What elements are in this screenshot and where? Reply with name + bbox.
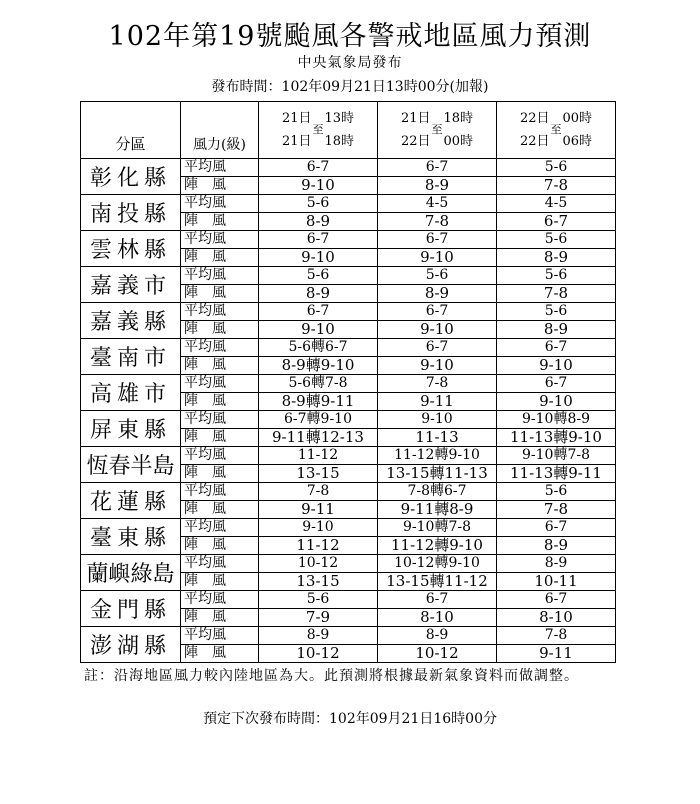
issuer-text: 中央氣象局發布 [297, 55, 403, 71]
table-row-avg [81, 231, 616, 249]
gust-value: 8-9轉9-11 [259, 393, 378, 411]
area-name: 金門縣 [81, 591, 181, 627]
area-name: 嘉義縣 [81, 303, 181, 339]
gust-value: 7-8 [378, 213, 497, 231]
area-name: 澎湖縣 [81, 627, 181, 663]
gust-value: 9-10 [497, 357, 616, 375]
avg-wind-value: 5-6 [497, 303, 616, 321]
period-header-2: 21日 18時 至 22日 00時 [378, 102, 497, 159]
avg-wind-value: 9-10轉8-9 [497, 411, 616, 429]
avg-wind-value: 6-7 [259, 159, 378, 177]
gust-value: 8-9 [259, 213, 378, 231]
avg-wind-value: 4-5 [378, 195, 497, 213]
gust-label: 陣 風 [181, 645, 259, 663]
avg-wind-value: 9-10轉7-8 [497, 447, 616, 465]
avg-wind-value: 5-6 [497, 231, 616, 249]
avg-wind-value: 8-9 [497, 555, 616, 573]
page-title: 102年第19號颱風各警戒地區風力預測 [108, 21, 592, 52]
area-name: 高雄市 [81, 375, 181, 411]
wind-forecast-table [80, 101, 616, 663]
avg-wind-value: 5-6 [497, 159, 616, 177]
avg-wind-value: 9-10 [378, 411, 497, 429]
gust-value: 10-12 [259, 645, 378, 663]
avg-wind-label: 平均風 [181, 519, 259, 537]
avg-wind-label: 平均風 [181, 195, 259, 213]
area-name: 彰化縣 [81, 159, 181, 195]
gust-value: 7-9 [259, 609, 378, 627]
gust-label: 陣 風 [181, 609, 259, 627]
avg-wind-value: 5-6 [259, 195, 378, 213]
gust-value: 9-11轉8-9 [378, 501, 497, 519]
gust-value: 9-10 [259, 249, 378, 267]
table-row-avg [81, 555, 616, 573]
gust-value: 8-9 [497, 249, 616, 267]
avg-wind-value: 5-6 [497, 267, 616, 285]
gust-label: 陣 風 [181, 285, 259, 303]
gust-label: 陣 風 [181, 213, 259, 231]
area-name: 花蓮縣 [81, 483, 181, 519]
gust-value: 10-11 [497, 573, 616, 591]
table-row-avg [81, 411, 616, 429]
gust-value: 8-9 [497, 321, 616, 339]
table-header-row [81, 102, 616, 159]
gust-value: 9-10 [378, 249, 497, 267]
issue-time-text: 發布時間：102年09月21日13時00分(加報) [211, 79, 489, 95]
area-name: 南投縣 [81, 195, 181, 231]
table-row-avg [81, 375, 616, 393]
footnote: 註：沿海地區風力較內陸地區為大。此預測將根據最新氣象資料而做調整。 [84, 668, 579, 684]
area-name: 嘉義市 [81, 267, 181, 303]
gust-value: 11-12 [259, 537, 378, 555]
avg-wind-value: 7-8 [378, 375, 497, 393]
gust-label: 陣 風 [181, 429, 259, 447]
gust-value: 9-10 [378, 321, 497, 339]
avg-wind-value: 6-7 [497, 519, 616, 537]
gust-label: 陣 風 [181, 537, 259, 555]
table-row-avg [81, 627, 616, 645]
gust-value: 8-10 [378, 609, 497, 627]
gust-value: 7-8 [497, 177, 616, 195]
avg-wind-label: 平均風 [181, 303, 259, 321]
avg-wind-value: 6-7 [497, 375, 616, 393]
avg-wind-label: 平均風 [181, 447, 259, 465]
table-row-avg [81, 483, 616, 501]
area-name: 臺東縣 [81, 519, 181, 555]
gust-value: 11-13轉9-11 [497, 465, 616, 483]
gust-value: 11-13轉9-10 [497, 429, 616, 447]
gust-value: 9-11轉12-13 [259, 429, 378, 447]
avg-wind-value: 6-7 [378, 303, 497, 321]
avg-wind-value: 8-9 [259, 627, 378, 645]
gust-value: 9-11 [378, 393, 497, 411]
table-row-avg [81, 339, 616, 357]
avg-wind-value: 5-6轉6-7 [259, 339, 378, 357]
gust-value: 6-7 [497, 213, 616, 231]
gust-label: 陣 風 [181, 573, 259, 591]
next-issue-time: 預定下次發布時間：102年09月21日16時00分 [203, 711, 497, 727]
gust-value: 9-10 [378, 357, 497, 375]
gust-value: 13-15 [259, 465, 378, 483]
avg-wind-label: 平均風 [181, 591, 259, 609]
avg-wind-value: 8-9 [378, 627, 497, 645]
avg-wind-label: 平均風 [181, 411, 259, 429]
gust-label: 陣 風 [181, 501, 259, 519]
avg-wind-label: 平均風 [181, 339, 259, 357]
avg-wind-value: 4-5 [497, 195, 616, 213]
avg-wind-value: 6-7 [378, 231, 497, 249]
gust-value: 8-9轉9-10 [259, 357, 378, 375]
avg-wind-value: 5-6 [378, 267, 497, 285]
avg-wind-value: 6-7 [378, 339, 497, 357]
avg-wind-label: 平均風 [181, 267, 259, 285]
avg-wind-value: 6-7 [497, 339, 616, 357]
area-name: 屏東縣 [81, 411, 181, 447]
avg-wind-label: 平均風 [181, 483, 259, 501]
avg-wind-value: 5-6轉7-8 [259, 375, 378, 393]
gust-value: 8-9 [378, 177, 497, 195]
gust-value: 13-15轉11-13 [378, 465, 497, 483]
gust-value: 9-10 [259, 177, 378, 195]
area-name: 臺南市 [81, 339, 181, 375]
area-name: 雲林縣 [81, 231, 181, 267]
avg-wind-label: 平均風 [181, 375, 259, 393]
avg-wind-value: 7-8 [259, 483, 378, 501]
avg-wind-value: 6-7轉9-10 [259, 411, 378, 429]
gust-value: 9-10 [259, 321, 378, 339]
area-column-header: 分區 [81, 102, 181, 159]
avg-wind-value: 11-12 [259, 447, 378, 465]
table-row-avg [81, 267, 616, 285]
gust-value: 8-9 [497, 537, 616, 555]
avg-wind-value: 5-6 [497, 483, 616, 501]
avg-wind-value: 9-10轉7-8 [378, 519, 497, 537]
gust-label: 陣 風 [181, 321, 259, 339]
avg-wind-value: 9-10 [259, 519, 378, 537]
avg-wind-label: 平均風 [181, 231, 259, 249]
avg-wind-value: 5-6 [259, 267, 378, 285]
table-row-avg [81, 591, 616, 609]
area-name: 恆春半島 [81, 447, 181, 483]
avg-wind-value: 6-7 [378, 159, 497, 177]
gust-value: 10-12 [378, 645, 497, 663]
avg-wind-value: 10-12 [259, 555, 378, 573]
gust-value: 8-9 [378, 285, 497, 303]
avg-wind-value: 7-8 [497, 627, 616, 645]
gust-value: 8-10 [497, 609, 616, 627]
avg-wind-value: 11-12轉9-10 [378, 447, 497, 465]
table-row-avg [81, 195, 616, 213]
avg-wind-value: 5-6 [259, 591, 378, 609]
gust-value: 9-11 [497, 645, 616, 663]
avg-wind-value: 6-7 [259, 231, 378, 249]
area-name: 蘭嶼綠島 [81, 555, 181, 591]
avg-wind-value: 7-8轉6-7 [378, 483, 497, 501]
avg-wind-value: 6-7 [497, 591, 616, 609]
gust-value: 7-8 [497, 501, 616, 519]
gust-value: 11-13 [378, 429, 497, 447]
table-row-avg [81, 447, 616, 465]
avg-wind-label: 平均風 [181, 555, 259, 573]
gust-label: 陣 風 [181, 249, 259, 267]
gust-value: 9-11 [259, 501, 378, 519]
avg-wind-value: 6-7 [378, 591, 497, 609]
gust-label: 陣 風 [181, 177, 259, 195]
period-header-3: 22日 00時 至 22日 06時 [497, 102, 616, 159]
gust-label: 陣 風 [181, 465, 259, 483]
table-row-avg [81, 159, 616, 177]
avg-wind-value: 10-12轉9-10 [378, 555, 497, 573]
avg-wind-label: 平均風 [181, 627, 259, 645]
gust-value: 11-12轉9-10 [378, 537, 497, 555]
table-row-avg [81, 303, 616, 321]
gust-value: 13-15轉11-12 [378, 573, 497, 591]
gust-label: 陣 風 [181, 393, 259, 411]
wind-level-column-header: 風力(級) [181, 102, 259, 159]
avg-wind-label: 平均風 [181, 159, 259, 177]
gust-value: 7-8 [497, 285, 616, 303]
gust-value: 8-9 [259, 285, 378, 303]
period-header-1: 21日 13時 至 21日 18時 [259, 102, 378, 159]
gust-value: 13-15 [259, 573, 378, 591]
gust-label: 陣 風 [181, 357, 259, 375]
table-row-avg [81, 519, 616, 537]
avg-wind-value: 6-7 [259, 303, 378, 321]
gust-value: 9-10 [497, 393, 616, 411]
